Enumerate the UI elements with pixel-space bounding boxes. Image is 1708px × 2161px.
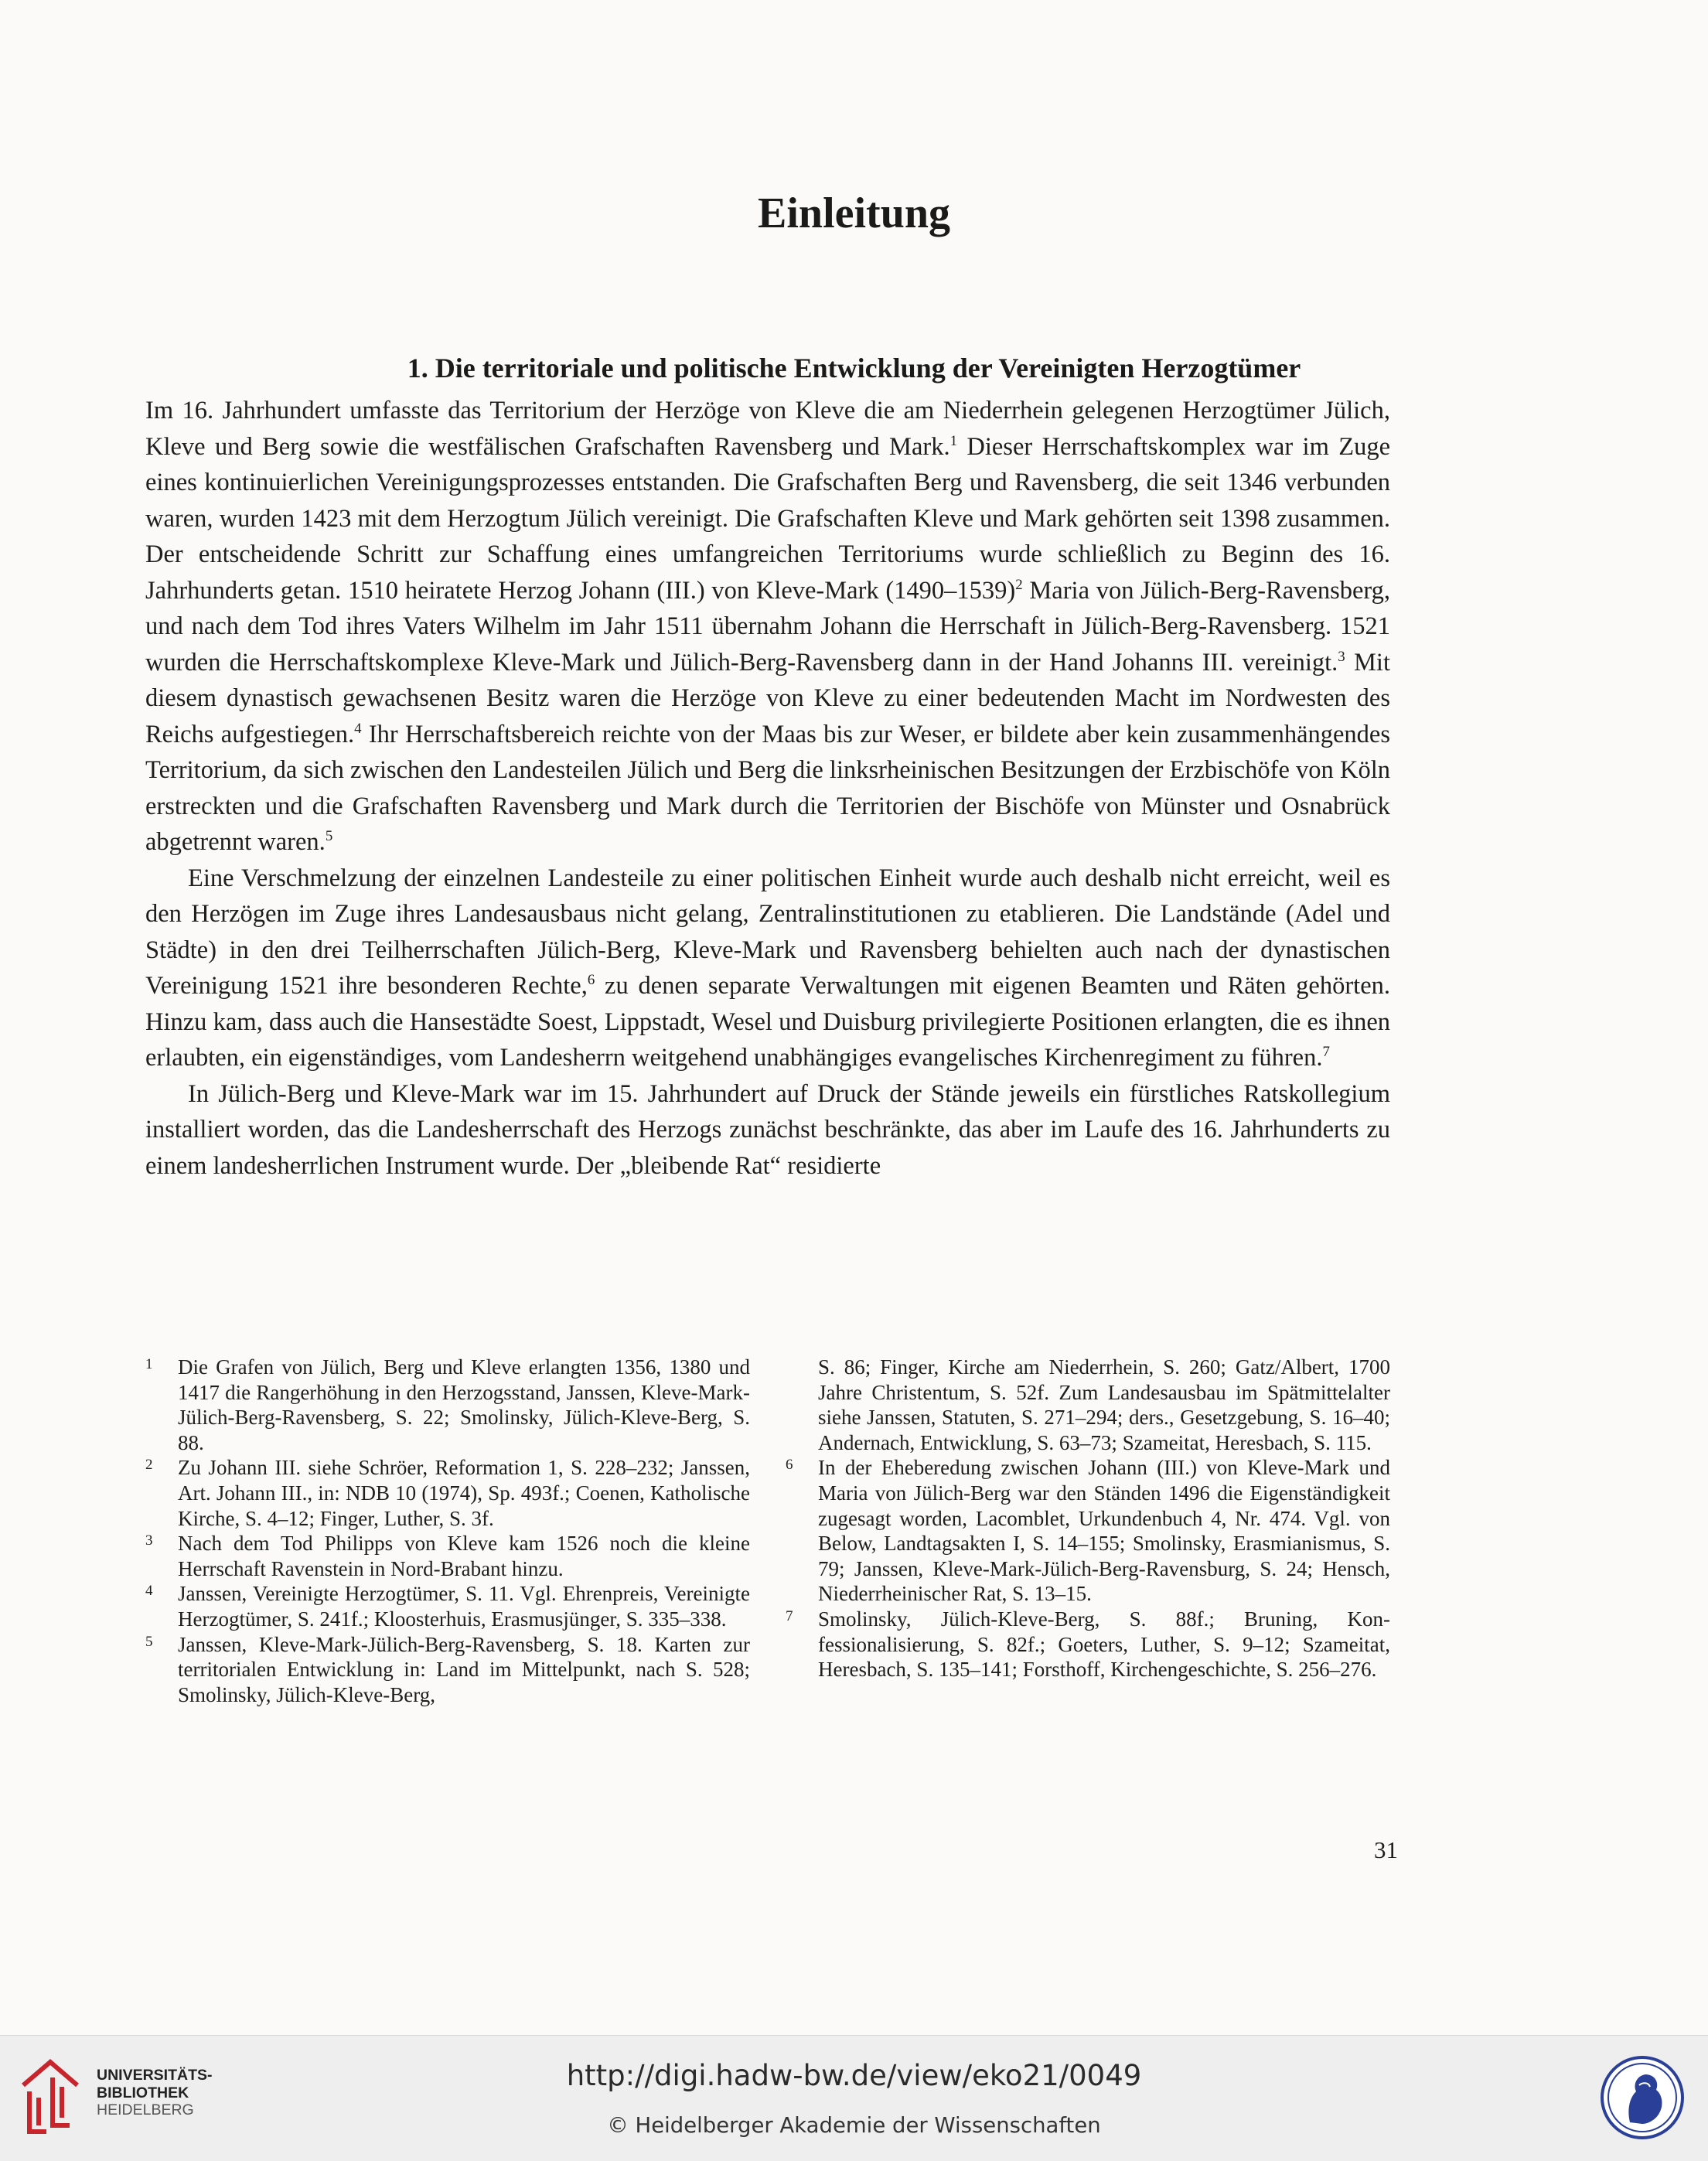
body-text (145, 393, 1390, 1184)
footnote-text: Nach dem Tod Philipps von Kleve kam 1526 noch die kleine Herrschaft Ravenstein in Nord-Brabant hinzu. (178, 1532, 750, 1580)
footnote-text: Zu Johann III. siehe Schröer, Reformation 1, S. 228–232; Janssen, Art. Johann III., in: NDB 10 (1974), Sp. 493f.; Coenen, Katholische Kirche, S. 4–12; Finger, Luther, S. 3f. (178, 1456, 750, 1530)
footnote-number: 3 (145, 1532, 153, 1549)
footnotes (145, 1355, 1390, 1707)
footnote-text: Die Grafen von Jülich, Berg und Kleve erlangten 1356, 1380 und 1417 die Rangerhöhung in den Herzogsstand, Janssen, Kleve-Mark-Jülich-Berg-Ravensberg, S. 22; Smolinsky, Jülich-Kleve-Berg, S. 88. (178, 1355, 750, 1454)
footnote-ref-2[interactable]: 2 (1015, 576, 1023, 593)
footnote-number: 7 (786, 1607, 793, 1624)
paragraph-1: Im 16. Jahrhundert umfasste das Territorium der Herzöge von Kleve die am Niederrhein gelegenen Herzogtümer Jülich, Kleve und Berg sowie die westfälischen Grafschaften Ravensberg und Mark.$^1$ Dieser Herrschaftskomplex war im Zuge eines kontinuierlichen Vereinigungsprozesses entstanden. Die Grafschaften Berg und Ravensberg, die seit 1346 verbunden waren, wurden 1423 mit dem Herzogtum Jülich vereinigt. Die Grafschaften Kleve und Mark gehörten seit 1398 zusammen. Der entscheidende Schritt zur Schaffung eines umfangreichen Territoriums wurde schließlich zu Beginn des 16. Jahrhunderts getan. 1510 heiratete Herzog Johann (III.) von Kleve-Mark (1490–1539)$^2$ Maria von Jülich-Berg-Ravensberg, und nach dem Tod ihres Vaters Wilhelm im Jahr 1511 übernahm Johann die Herrschaft in Jülich-Berg-Ravensberg. 1521 wurden die Herrschaftskomplexe Kleve-Mark und Jülich-Berg-Ravensberg dann in der Hand Johanns III. vereinigt.$^3$ Mit diesem dynastisch gewachsenen Besitz waren die Herzöge von Kleve zu einer bedeutenden Macht im Nordwesten des Reichs aufgestiegen.$^4$ Ihr Herrschaftsbereich reichte von der Maas bis zur Weser, er bildete aber kein zusammenhängendes Territorium, da sich zwischen den Landesteilen Jülich und Berg die linksrheinischen Besitzungen der Erzbischöfe von Köln erstreckten und die Grafschaften Ravensberg und Mark durch die Territorien der Bischöfe von Münster und Osnabrück abgetrennt waren.$^5$ (145, 397, 1391, 856)
academy-seal-icon[interactable] (1599, 2054, 1686, 2141)
bleed-through-header (495, 77, 500, 102)
paragraph-2: Eine Verschmelzung der einzelnen Landesteile zu einer politischen Einheit wurde auch deshalb nicht erreicht, weil es den Herzögen im Zuge ihres Landesausbaus nicht gelang, Zentralinstitutionen zu etablieren. Die Landstände (Adel und Städte) in den drei Teilherrschaften Jülich-Berg, Kleve-Mark und Ravensberg behielten auch nach der dynastischen Vereinigung 1521 ihre besonderen Rechte,$^6$ zu denen separate Verwaltungen mit eigenen Beamten und Räten gehörten. Hinzu kam, dass auch die Hansestädte Soest, Lippstadt, Wesel und Duisburg privilegierte Positionen erlangten, die es ihnen erlaubten, ein eigenständiges, vom Landesherrn weitgehend unabhängiges evangelisches Kirchenregiment zu führen.$^7$ (145, 864, 1390, 1072)
footnote (145, 1531, 750, 1581)
footnote-ref-5[interactable]: 5 (325, 828, 333, 845)
footnotes-left-column (145, 1355, 750, 1707)
footnote-text: Smolinsky, Jülich-Kleve-Berg, S. 88f.; Bruning, Konfessionalisierung, S. 82f.; Goeters, Luther, S. 9–12; Szameitat, Heresbach, S. 135–141; Forsthoff, Kirchengeschichte, S. 256–276. (818, 1607, 1390, 1682)
footnote (145, 1355, 750, 1455)
footnote-ref-7[interactable]: 7 (1322, 1044, 1330, 1061)
footnote-number: 1 (145, 1356, 153, 1372)
footnote-text: In der Eheberedung zwischen Johann (III.) von Kleve-Mark und Maria von Jülich-Berg war den Ständen 1496 die Eigenständigkeit zugesagt worden, Lacomblet, Urkundenbuch 4, Nr. 474. Vgl. von Below, Landtagsakten I, S. 14–155; Smolinsky, Erasmianismus, S. 79; Janssen, Kleve-Mark-Jülich-Berg-Ravensburg, S. 24; Hensch, Niederrheinischer Rat, S. 13–15. (818, 1456, 1390, 1606)
footnote-ref-1[interactable]: 1 (949, 432, 958, 449)
chapter-title: Einleitung (758, 189, 950, 237)
footnote-text: Janssen, Vereinigte Herzogtümer, S. 11. Vgl. Ehrenpreis, Vereinigte Herzogtümer, S. 241f.; Kloosterhuis, Erasmusjünger, S. 335–338. (178, 1582, 750, 1631)
footnote-number: 4 (145, 1583, 153, 1600)
copyright-notice: © Heidelberger Akademie der Wissenschaften (607, 2113, 1101, 2138)
footnote-ref-6[interactable]: 6 (587, 972, 595, 989)
footnote-number: 6 (786, 1457, 793, 1474)
permalink-url[interactable]: http://digi.hadw-bw.de/view/eko21/0049 (566, 2059, 1142, 2092)
section-title: 1. Die territoriale und politische Entwicklung der Vereinigten Herzogtümer (407, 352, 1301, 383)
footnote-number: 5 (145, 1633, 153, 1650)
footnote (145, 1632, 750, 1708)
page-number: 31 (1374, 1836, 1398, 1863)
footnote (145, 1581, 750, 1631)
footnote-text: Janssen, Kleve-Mark-Jülich-Berg-Ravensberg, S. 18. Karten zur territorialen Entwicklung in: Land im Mittelpunkt, nach S. 528; Smolinsky, Jülich-Kleve-Berg, (178, 1632, 750, 1706)
footnote (786, 1607, 1390, 1682)
footnotes-right-column (786, 1355, 1390, 1707)
footnote-ref-4[interactable]: 4 (354, 720, 362, 737)
footnote (786, 1455, 1390, 1607)
university-library-logo-text: UNIVERSITÄTS- BIBLIOTHEK HEIDELBERG (97, 2067, 213, 2118)
footnote-continuation (786, 1355, 1390, 1455)
footnote (145, 1455, 750, 1531)
paragraph-3: In Jülich-Berg und Kleve-Mark war im 15. Jahrhundert auf Druck der Stände jeweils ein fürstliches Ratskollegium installiert worden, das die Landesherrschaft des Herzogs zunächst beschränkte, das aber im Laufe des 16. Jahrhunderts zu einem landesherrlichen Instrument wurde. Der „bleibende Rat“ residierte (145, 1079, 1390, 1180)
footnote-number: 2 (145, 1457, 153, 1474)
viewer-footer (0, 2035, 1708, 2161)
footnote-text: S. 86; Finger, Kirche am Niederrhein, S. 260; Gatz/Albert, 1700 Jahre Christentum, S. 52f. Zum Landesausbau im Spätmittelalter siehe Janssen, Statuten, S. 271–294; ders., Gesetzgebung, S. 16–40; Andernach, Entwicklung, S. 63–73; Szameitat, Heresbach, S. 115. (818, 1355, 1390, 1454)
footnote-ref-3[interactable]: 3 (1338, 648, 1345, 665)
